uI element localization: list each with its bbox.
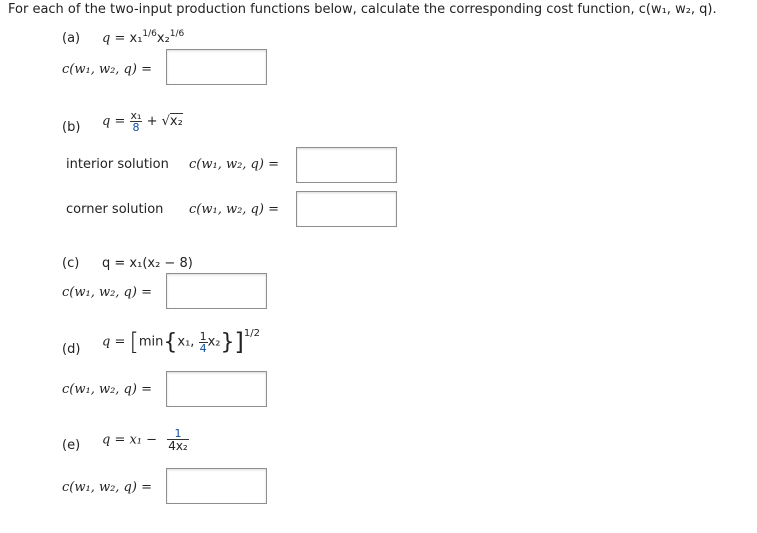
part-a-answer-input[interactable] bbox=[166, 49, 267, 85]
part-d-equation bbox=[102, 328, 260, 360]
right-brace-icon: } bbox=[220, 329, 235, 355]
part-d-denominator: 4 bbox=[199, 341, 207, 355]
part-b-label: (b) bbox=[62, 120, 81, 135]
part-d-numerator: 1 bbox=[199, 329, 207, 343]
right-bracket-icon: ] bbox=[234, 328, 244, 356]
part-a-exp1: 1/6 bbox=[142, 29, 157, 39]
question-intro: For each of the two-input production functions below, calculate the corresponding cost function, c(w₁, w₂, q). bbox=[8, 2, 717, 17]
interior-solution-label: interior solution bbox=[66, 157, 169, 172]
part-e-cost-label: c(w₁, w₂, q) = bbox=[62, 480, 152, 495]
part-d-fraction bbox=[199, 331, 208, 354]
part-b-plus: + bbox=[146, 114, 158, 129]
left-bracket-icon: [ bbox=[129, 328, 139, 356]
part-b-interior-cost-label: c(w₁, w₂, q) = bbox=[189, 157, 279, 172]
part-b-numerator: x₁ bbox=[130, 109, 142, 122]
part-e-denominator: 4x₂ bbox=[168, 439, 188, 453]
part-c-cost-label: c(w₁, w₂, q) = bbox=[62, 285, 152, 300]
part-b-corner-cost-label: c(w₁, w₂, q) = bbox=[189, 202, 279, 217]
part-d-cost-label: c(w₁, w₂, q) = bbox=[62, 382, 152, 397]
part-d-label: (d) bbox=[62, 342, 81, 357]
part-e-equation bbox=[102, 428, 189, 452]
part-b-root-arg: x₂ bbox=[169, 114, 183, 129]
part-b-fraction bbox=[130, 110, 143, 133]
part-b-equation bbox=[102, 110, 183, 133]
part-e-answer-input[interactable] bbox=[166, 468, 267, 504]
part-a-cost-label: c(w₁, w₂, q) = bbox=[62, 62, 152, 77]
part-d-min: min bbox=[138, 334, 164, 350]
part-b-corner-answer-input[interactable] bbox=[296, 191, 397, 227]
part-a-label: (a) bbox=[62, 31, 81, 46]
part-d-lhs: q = bbox=[102, 334, 126, 350]
part-d-exponent: 1/2 bbox=[243, 328, 260, 339]
part-a-lhs: q = bbox=[102, 31, 126, 46]
part-d-x1: x₁, bbox=[177, 334, 195, 350]
sqrt-icon: √ bbox=[161, 114, 170, 129]
part-c-answer-input[interactable] bbox=[166, 273, 267, 309]
part-a-equation bbox=[102, 31, 184, 46]
part-e-lhs: q = x₁ − bbox=[102, 432, 158, 448]
part-e-numerator: 1 bbox=[174, 427, 182, 440]
part-d-answer-input[interactable] bbox=[166, 371, 267, 407]
part-b-denominator: 8 bbox=[130, 121, 143, 133]
part-a-base1: x₁ bbox=[129, 31, 143, 46]
part-a-exp2: 1/6 bbox=[169, 29, 185, 39]
part-e-fraction bbox=[167, 428, 189, 452]
part-e-label: (e) bbox=[62, 438, 81, 453]
left-brace-icon: { bbox=[163, 329, 178, 355]
part-c-label: (c) bbox=[62, 256, 80, 271]
part-d-x2: x₂ bbox=[207, 334, 221, 350]
part-b-interior-answer-input[interactable] bbox=[296, 147, 397, 183]
part-a-base2: x₂ bbox=[156, 31, 170, 46]
part-b-lhs: q = bbox=[102, 114, 126, 129]
corner-solution-label: corner solution bbox=[66, 202, 164, 217]
part-c-equation: q = x₁(x₂ − 8) bbox=[102, 256, 193, 271]
